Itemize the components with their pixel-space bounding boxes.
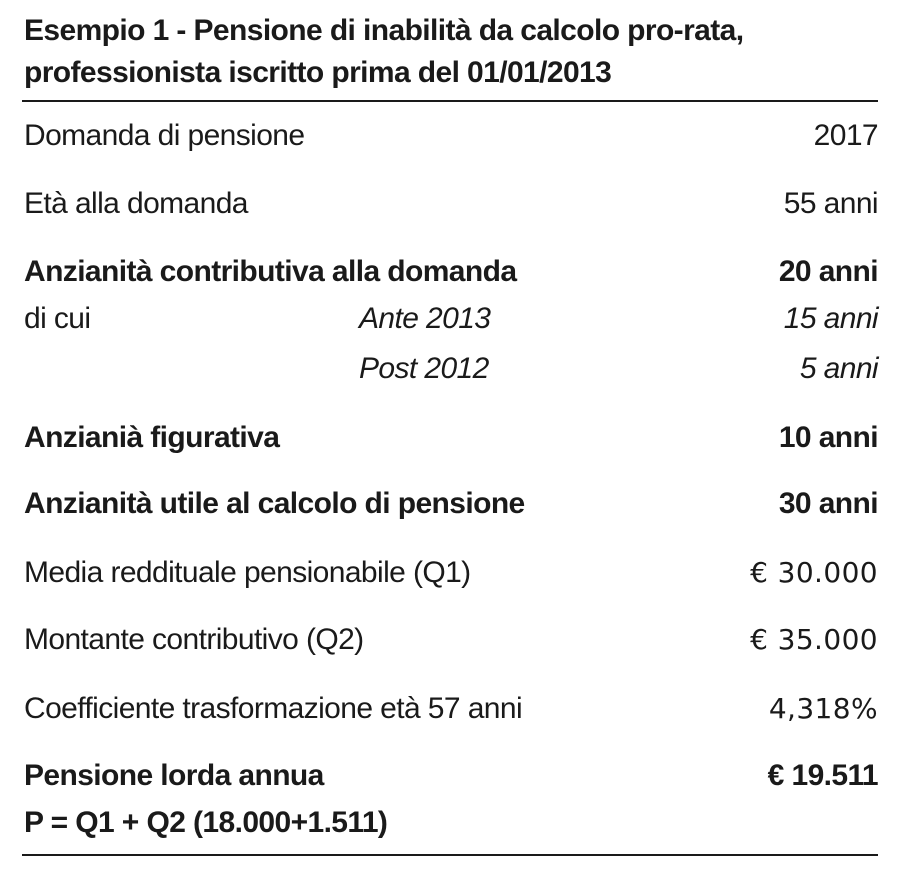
row-label: Anzianità utile al calcolo di pensione [24, 487, 525, 520]
row-label: Domanda di pensione [24, 119, 305, 152]
top-rule [22, 100, 878, 102]
row-value: € 35.000 [750, 623, 878, 656]
row-value: 10 anni [778, 421, 878, 454]
row-label: P = Q1 + Q2 (18.000+1.511) [24, 806, 388, 839]
row-label: di cui [24, 302, 91, 335]
document-title [24, 10, 743, 94]
row-period: Ante 2013 [359, 302, 491, 335]
row-label: Montante contributivo (Q2) [24, 623, 364, 656]
row-label: Anzianià figurativa [24, 421, 280, 454]
row-label: Età alla domanda [24, 187, 248, 220]
row-value: 5 anni [799, 352, 878, 385]
row-label: Anzianità contributiva alla domanda [24, 255, 517, 288]
row-value: 55 anni [783, 187, 878, 220]
bottom-rule [22, 854, 878, 856]
row-label: Media reddituale pensionabile (Q1) [24, 556, 471, 589]
row-value: 30 anni [778, 487, 878, 520]
row-value: 2017 [813, 119, 878, 152]
row-value: 4,318% [768, 692, 878, 725]
row-value: € 30.000 [750, 556, 878, 589]
row-label: Pensione lorda annua [24, 759, 324, 792]
row-period: Post 2012 [359, 352, 489, 385]
row-value: 20 anni [778, 255, 878, 288]
title-line-1: Esempio 1 - Pensione di inabilità da calcolo pro-rata, [24, 14, 744, 47]
title-line-2: professionista iscritto prima del 01/01/2013 [24, 56, 612, 89]
row-value: € 19.511 [767, 759, 878, 792]
row-value: 15 anni [783, 302, 878, 335]
row-label: Coefficiente trasformazione età 57 anni [24, 692, 523, 725]
